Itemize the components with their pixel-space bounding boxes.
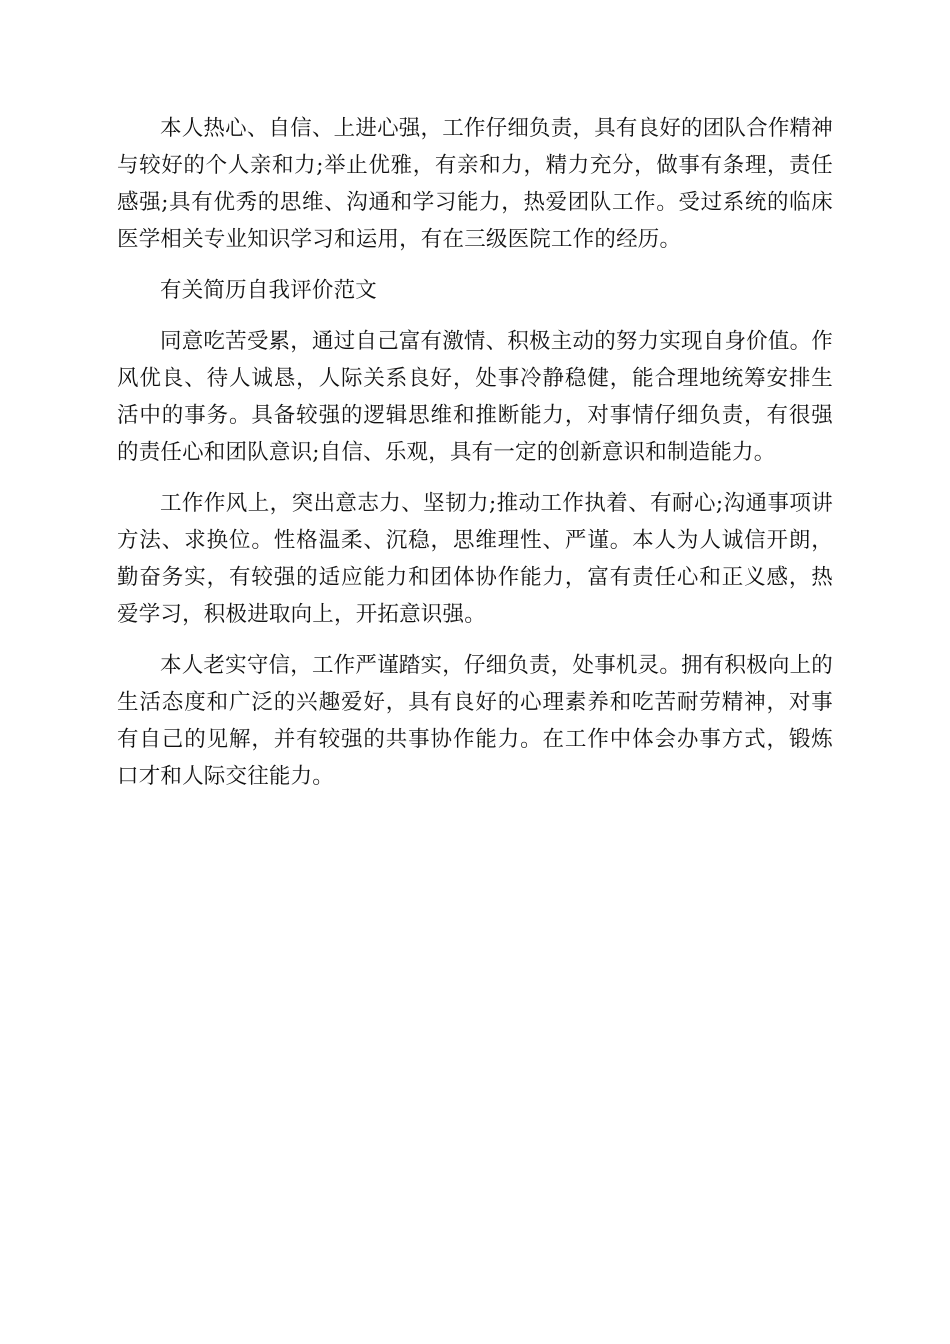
paragraph-character: 本人老实守信，工作严谨踏实，仔细负责，处事机灵。拥有积极向上的生活态度和广泛的兴趣爱好，具有良好的心理素养和吃苦耐劳精神，对事有自己的见解，并有较强的共事协作能力。在工作中体会办事方式，锻炼口才和人际交往能力。	[117, 653, 833, 789]
document-page	[117, 110, 833, 809]
paragraph-intro: 本人热心、自信、上进心强，工作仔细负责，具有良好的团队合作精神与较好的个人亲和力;举止优雅，有亲和力，精力充分，做事有条理，责任感强;具有优秀的思维、沟通和学习能力，热爱团队工作。受过系统的临床医学相关专业知识学习和运用，有在三级医院工作的经历。	[117, 116, 833, 252]
paragraph-attitude: 同意吃苦受累，通过自己富有激情、积极主动的努力实现自身价值。作风优良、待人诚恳，人际关系良好，处事冷静稳健，能合理地统筹安排生活中的事务。具备较强的逻辑思维和推断能力，对事情仔细负责，有很强的责任心和团队意识;自信、乐观，具有一定的创新意识和制造能力。	[117, 329, 833, 465]
section-heading: 有关简历自我评价范文	[160, 278, 378, 303]
paragraph-work-style: 工作作风上，突出意志力、坚韧力;推动工作执着、有耐心;沟通事项讲方法、求换位。性格温柔、沉稳，思维理性、严谨。本人为人诚信开朗，勤奋务实，有较强的适应能力和团体协作能力，富有责任心和正义感，热爱学习，积极进取向上，开拓意识强。	[117, 491, 833, 627]
